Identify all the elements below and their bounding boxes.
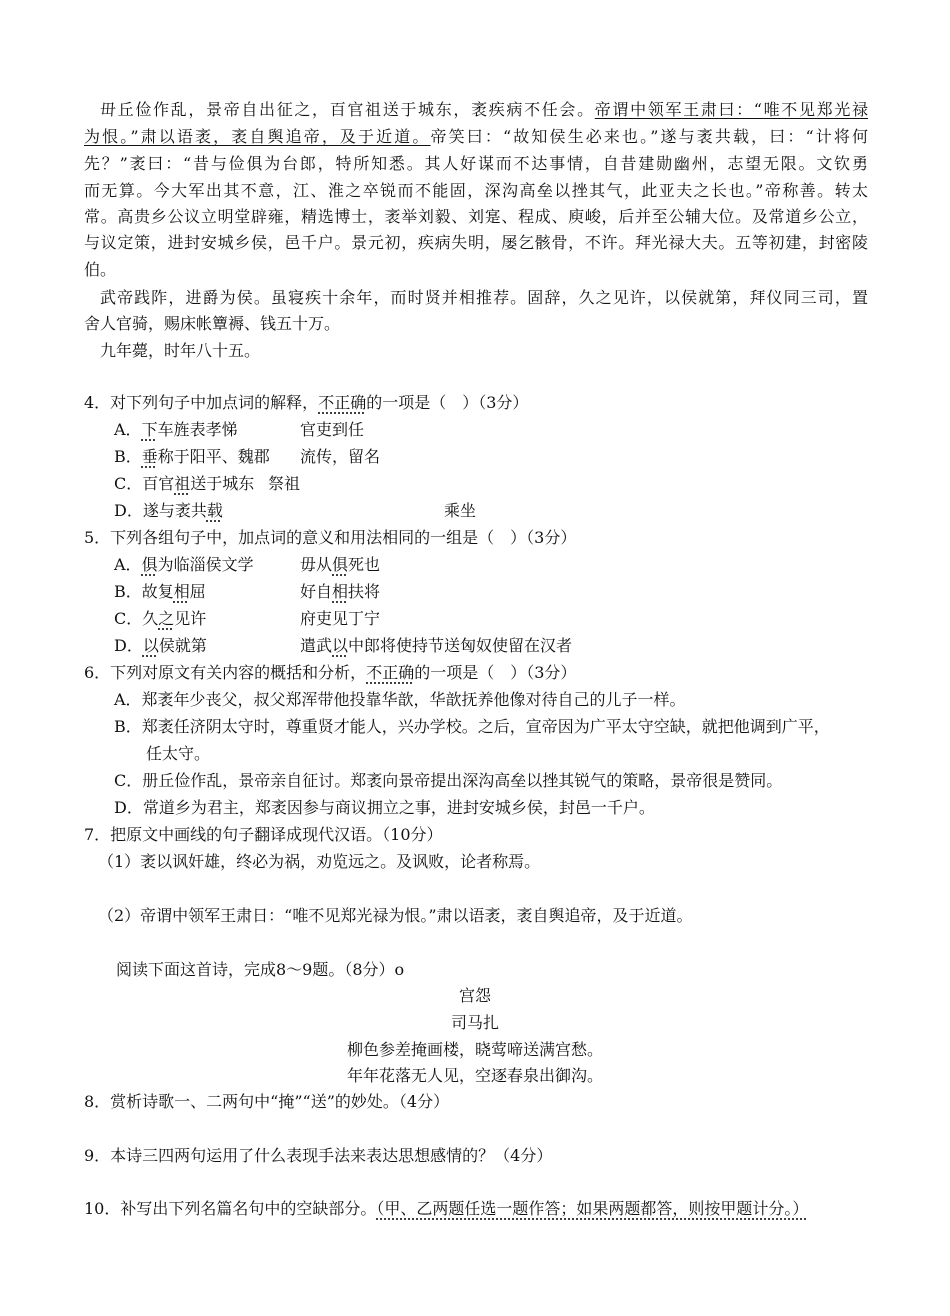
passage-line: 舍人官骑，赐床帐簟褥、钱五十万。 <box>84 314 341 333</box>
q4-option-b-gloss: 流传，留名 <box>300 447 381 466</box>
q4-option-c-gloss: 祭祖 <box>268 474 301 493</box>
option-label: D． <box>114 501 143 520</box>
option-label: C． <box>114 609 143 628</box>
q4-option-a <box>114 420 238 440</box>
dotted-word: 以 <box>332 636 349 655</box>
q5-option-b-compare <box>300 582 380 602</box>
q4-option-d-gloss: 乘坐 <box>444 501 477 520</box>
dotted-emphasis: 不正确 <box>366 663 415 682</box>
passage-line: 与议定策，进封安城乡侯，邑千户。景元初，疾病失明，屡乞骸骨，不许。拜光禄大夫。五等初建，封密陵 <box>84 233 868 252</box>
dotted-word: 载 <box>206 501 223 520</box>
dotted-word: 俱 <box>332 555 349 574</box>
q5-option-d <box>114 636 207 656</box>
dotted-word: 以 <box>142 636 159 655</box>
passage-text: 毌丘俭作乱，景帝自出征之，百官祖送于城东，袤疾病不任会。 <box>100 100 595 119</box>
passage-line: 九年薨，时年八十五。 <box>100 341 261 360</box>
poem-line-2: 年年花落无人见，空逐春泉出御沟。 <box>346 1066 603 1085</box>
q5-option-a <box>114 555 254 575</box>
option-text: 遂与袤共 <box>142 501 207 520</box>
dotted-word: 下 <box>141 420 158 439</box>
option-text: 称于阳平、魏郡 <box>157 447 270 466</box>
passage-text: 帝笑曰：“故知侯生必来也。”遂与袤共载，曰：“计将何 <box>430 127 868 146</box>
option-label: C． <box>114 474 143 493</box>
passage-line <box>84 127 868 147</box>
passage-text: 武帝践阼，进爵为侯。虽寝疾十余年，而时贤并相推荐。固辞，久之见许，以侯就第，拜仪同三司，置 <box>100 288 868 307</box>
option-text: 侯就第 <box>158 636 207 655</box>
option-text: 送于城东 <box>190 474 255 493</box>
passage-line: 常。高贵乡公议立明堂辟雍，精选博士，袤举刘毅、刘寔、程成、庾峻，后并至公辅大位。及常道乡公立， <box>84 207 868 226</box>
q6-option-c: C．册丘俭作乱，景帝亲自征讨。郑袤向景帝提出深沟高垒以挫其锐气的策略，景帝很是赞同。 <box>114 771 783 790</box>
option-text: 久 <box>142 609 159 628</box>
option-text: 好自 <box>300 582 333 601</box>
dotted-word: 俱 <box>141 555 158 574</box>
option-label: A． <box>114 555 142 574</box>
option-text: 百官 <box>142 474 175 493</box>
option-text: 故复 <box>141 582 174 601</box>
stem-text: 的一项是（ ）（3分） <box>366 393 529 412</box>
stem-text: 4．对下列句子中加点词的解释， <box>84 393 319 412</box>
passage-line: 伯。 <box>84 260 117 279</box>
question-5-stem: 5．下列各组句子中，加点词的意义和用法相同的一组是（ ）（3分） <box>84 528 577 547</box>
poem-title: 宫怨 <box>458 986 491 1005</box>
option-text: 中郎将使持节送匈奴使留在汉者 <box>348 636 573 655</box>
dotted-word: 相 <box>173 582 190 601</box>
option-text: 为临淄侯文学 <box>157 555 254 574</box>
q5-option-b <box>114 582 206 602</box>
q5-option-c <box>114 609 206 629</box>
q4-option-c <box>114 474 254 494</box>
dotted-word: 祖 <box>174 474 191 493</box>
q6-option-a: A．郑袤年少丧父，叔父郑浑带他投靠华歆，华歆抚养他像对待自己的儿子一样。 <box>114 690 686 709</box>
stem-text: 的一项是（ ）（3分） <box>414 663 577 682</box>
option-text: 遣武 <box>300 636 333 655</box>
option-text: 毋从 <box>300 555 333 574</box>
question-10-stem <box>84 1199 808 1219</box>
passage-line <box>84 100 868 120</box>
question-6-stem <box>84 663 576 683</box>
dotted-word: 之 <box>158 609 175 628</box>
q6-option-b-cont: 任太守。 <box>146 744 211 763</box>
q6-option-b: B．郑袤任济阴太守时，尊重贤才能人，兴办学校。之后，宣帝因为广平太守空缺，就把他调到广平， <box>114 717 830 736</box>
option-text: 死也 <box>348 555 381 574</box>
option-text: 车旌表孝悌 <box>157 420 238 439</box>
passage-line: 而无算。今大军出其不意，江、淮之卒锐而不能固，深沟高垒以挫其气，此亚夫之长也。”帝称善。转太 <box>84 181 868 200</box>
q7-sentence-2: （2）帝谓中领军王肃日：“唯不见郑光禄为恨。”肃以语袤，袤自舆追帝，及于近道。 <box>98 906 693 925</box>
dotted-emphasis: （甲、乙两题任选一题作答；如果两题都答，则按甲题计分。） <box>376 1199 809 1218</box>
question-4-stem <box>84 393 528 413</box>
option-text: 屈 <box>189 582 206 601</box>
q5-option-a-compare <box>300 555 380 575</box>
question-9: 9．本诗三四两句运用了什么表现手法来表达思想感情的？（4分） <box>84 1146 553 1165</box>
option-label: A． <box>114 420 142 439</box>
option-label: B． <box>114 447 142 466</box>
q4-option-a-gloss: 官吏到任 <box>300 420 365 439</box>
q5-option-c-compare <box>300 609 380 629</box>
option-label: B． <box>114 582 142 601</box>
q4-option-d <box>114 501 223 521</box>
poem-intro: 阅读下面这首诗，完成8～9题。（8分）o <box>116 960 405 979</box>
stem-text: 10．补写出下列名篇名句中的空缺部分。 <box>84 1199 377 1218</box>
option-text: 见许 <box>174 609 207 628</box>
poem-line-1: 柳色参差掩画楼，晓莺啼送满宫愁。 <box>346 1040 603 1059</box>
q5-option-d-compare <box>300 636 572 656</box>
option-text: 扶将 <box>348 582 381 601</box>
question-8: 8．赏析诗歌一、二两句中“掩”“送”的妙处。（4分） <box>84 1092 450 1111</box>
q4-option-b <box>114 447 270 467</box>
underlined-sentence: 帝谓中领军王肃曰：“唯不见郑光禄 <box>594 100 868 119</box>
dotted-emphasis: 不正确 <box>318 393 367 412</box>
stem-text: 6．下列对原文有关内容的概括和分析， <box>84 663 367 682</box>
dotted-word: 相 <box>332 582 349 601</box>
poem-author: 司马扎 <box>450 1013 499 1032</box>
q6-option-d: D．常道乡为君主，郑袤因参与商议拥立之事，进封安城乡侯，封邑一千户。 <box>114 798 655 817</box>
underlined-sentence: 为恨。”肃以语袤，袤自舆追帝，及于近道。 <box>84 127 431 146</box>
passage-line <box>84 288 868 308</box>
option-label: D． <box>114 636 143 655</box>
question-7-stem: 7．把原文中画线的句子翻译成现代汉语。（10分） <box>84 825 443 844</box>
dotted-word: 垂 <box>141 447 158 466</box>
option-text: 府吏见丁宁 <box>300 609 381 628</box>
passage-line: 先？”袤曰：“昔与俭俱为台郎，特所知悉。其人好谋而不达事情，自昔建勋幽州，志望无限。文钦勇 <box>84 154 868 173</box>
q7-sentence-1: （1）袤以讽奸雄，终必为祸，劝览远之。及讽败，论者称焉。 <box>98 852 541 871</box>
